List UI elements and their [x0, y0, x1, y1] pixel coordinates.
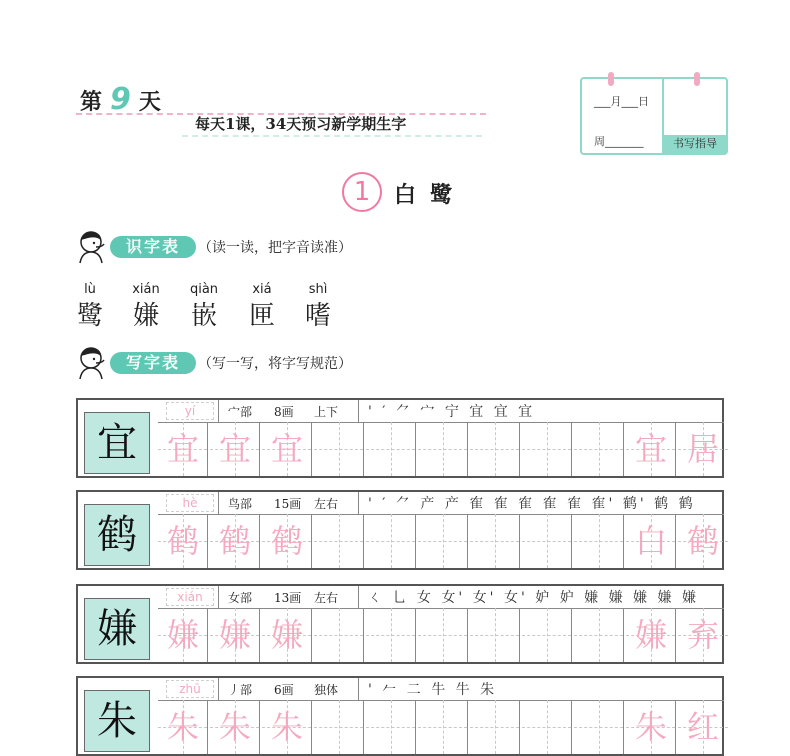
writing-cell[interactable] [418, 608, 468, 662]
writing-grid[interactable] [158, 514, 724, 568]
trace-char: 朱 [218, 708, 251, 746]
stroke-order: ㄑ 乚 女 女' 女' 女' 妒 妒 嫌 嫌 嫌 嫌 嫌 [368, 590, 699, 606]
vocab-char: 匣 [248, 301, 275, 331]
writing-cell[interactable] [418, 514, 468, 568]
writing-cell[interactable] [522, 608, 572, 662]
section-write-instruction: （写一写，将字写规范） [198, 356, 352, 372]
stroke-count: 8画 [274, 405, 294, 419]
writing-cell[interactable] [574, 514, 624, 568]
radical-text: 鸟部 [228, 497, 253, 511]
vocab-char: 嫌 [132, 301, 159, 331]
info-divider [218, 678, 219, 700]
word-char: 白 [634, 522, 667, 560]
writing-grid[interactable] [158, 422, 724, 476]
stroke-count: 13画 [274, 591, 302, 605]
writing-cell[interactable] [470, 514, 520, 568]
trace-char: 鹤 [218, 522, 251, 560]
char-info-bar [158, 400, 724, 423]
binder-ring-icon [694, 72, 700, 86]
radical-text: 宀部 [228, 405, 253, 419]
model-char: 宜 [84, 412, 150, 474]
date-box [580, 77, 728, 155]
page-subtitle: 每天1课，34天预习新学期生字 [195, 115, 407, 133]
pinyin-box[interactable]: xián [166, 588, 214, 606]
writing-cell[interactable] [366, 608, 416, 662]
section-read-header [76, 230, 436, 264]
info-divider [358, 400, 359, 422]
radical-text: 女部 [228, 591, 253, 605]
writing-cell[interactable] [314, 514, 364, 568]
section-write-badge [110, 352, 196, 374]
char-info-bar [158, 586, 724, 609]
structure-text: 左右 [314, 497, 339, 511]
writing-cell[interactable] [470, 608, 520, 662]
vocab-item [184, 282, 224, 332]
model-char: 朱 [84, 690, 150, 752]
trace-char: 朱 [166, 708, 199, 746]
radical-text: 丿部 [228, 683, 253, 697]
practice-row [76, 398, 724, 478]
writing-cell[interactable] [314, 700, 364, 754]
section-read-label: 识字表 [125, 237, 180, 256]
trace-char: 宜 [270, 430, 303, 468]
writing-cell[interactable] [574, 608, 624, 662]
day-prefix: 第 [80, 89, 103, 115]
char-info-bar [158, 678, 724, 701]
word-char: 嫌 [634, 616, 667, 654]
vocab-item [242, 282, 282, 332]
stroke-order: ' ′ ⺈ 宀 宁 宜 宜 宜 [368, 404, 536, 420]
vocab-char: 嵌 [190, 301, 217, 331]
writing-cell[interactable] [574, 422, 624, 476]
writing-cell[interactable] [574, 700, 624, 754]
date-panel [582, 79, 664, 153]
trace-char: 嫌 [270, 616, 303, 654]
vocab-pinyin: qiàn [189, 282, 219, 297]
trace-char: 鹤 [270, 522, 303, 560]
writing-cell[interactable] [366, 422, 416, 476]
boy-reading-icon [76, 230, 114, 264]
stroke-order: ' 𠂉 二 牛 牛 朱 [368, 682, 498, 698]
section-read-badge [110, 236, 196, 258]
trace-char: 鹤 [166, 522, 199, 560]
stroke-order: ' ′ ⺈ 产 产 隺 隺 隺 隺 隺 隺' 鹤' 鹤 鹤 [368, 496, 696, 512]
vocab-char: 鹭 [76, 301, 103, 331]
writing-cell[interactable] [470, 700, 520, 754]
writing-cell[interactable] [470, 422, 520, 476]
word-char: 宜 [634, 430, 667, 468]
writing-grid[interactable] [158, 608, 724, 662]
writing-cell[interactable] [522, 700, 572, 754]
info-divider [358, 492, 359, 514]
word-char: 红 [686, 708, 719, 746]
week-field[interactable]: 周_______ [594, 135, 644, 148]
structure-text: 上下 [314, 405, 339, 419]
structure-text: 独体 [314, 683, 339, 697]
model-char: 鹤 [84, 504, 150, 566]
pinyin-box[interactable]: yí [166, 402, 214, 420]
vocab-pinyin: xián [132, 282, 160, 297]
word-char: 朱 [634, 708, 667, 746]
trace-char: 朱 [270, 708, 303, 746]
section-read-instruction: （读一读，把字音读准） [198, 240, 352, 256]
day-suffix: 天 [138, 89, 161, 115]
structure-text: 左右 [314, 591, 339, 605]
stroke-count: 6画 [274, 683, 294, 697]
section-write-header [76, 346, 436, 380]
practice-row [76, 584, 724, 664]
info-divider [218, 492, 219, 514]
boy-writing-icon [76, 346, 114, 380]
info-divider [218, 400, 219, 422]
vocab-item [298, 282, 338, 332]
model-char: 嫌 [84, 598, 150, 660]
char-info-bar [158, 492, 724, 515]
trace-char: 嫌 [166, 616, 199, 654]
vocab-item [126, 282, 166, 332]
vocab-pinyin: lù [84, 282, 96, 297]
writing-cell[interactable] [418, 422, 468, 476]
info-divider [218, 586, 219, 608]
writing-grid[interactable] [158, 700, 724, 754]
vocab-item [70, 282, 110, 332]
word-char: 弃 [686, 616, 719, 654]
writing-cell[interactable] [314, 422, 364, 476]
writing-cell[interactable] [418, 700, 468, 754]
info-divider [358, 678, 359, 700]
pinyin-box[interactable]: hè [166, 494, 214, 512]
trace-char: 嫌 [218, 616, 251, 654]
word-char: 居 [686, 430, 719, 468]
writing-cell[interactable] [366, 700, 416, 754]
stroke-count: 15画 [274, 497, 302, 511]
pinyin-box[interactable]: zhū [166, 680, 214, 698]
vocab-char: 嗜 [304, 301, 331, 331]
writing-cell[interactable] [366, 514, 416, 568]
day-number: 9 [110, 82, 131, 117]
day-title [80, 82, 161, 117]
lesson-title: 白鹭 [394, 182, 467, 208]
vocab-pinyin: shì [308, 282, 328, 297]
date-field[interactable]: ___月___日 [594, 95, 649, 108]
vocab-pinyin: xiá [252, 282, 272, 297]
writing-cell[interactable] [522, 422, 572, 476]
word-char: 鹤 [686, 522, 719, 560]
writing-guide-label: 书写指导 [664, 135, 726, 153]
section-write-label: 写字表 [125, 353, 180, 372]
practice-row [76, 490, 724, 570]
practice-row [76, 676, 724, 756]
info-divider [358, 586, 359, 608]
writing-cell[interactable] [522, 514, 572, 568]
trace-char: 宜 [218, 430, 251, 468]
trace-char: 宜 [166, 430, 199, 468]
green-dashed-divider [182, 135, 482, 137]
lesson-number-badge: 1 [342, 172, 382, 212]
writing-cell[interactable] [314, 608, 364, 662]
